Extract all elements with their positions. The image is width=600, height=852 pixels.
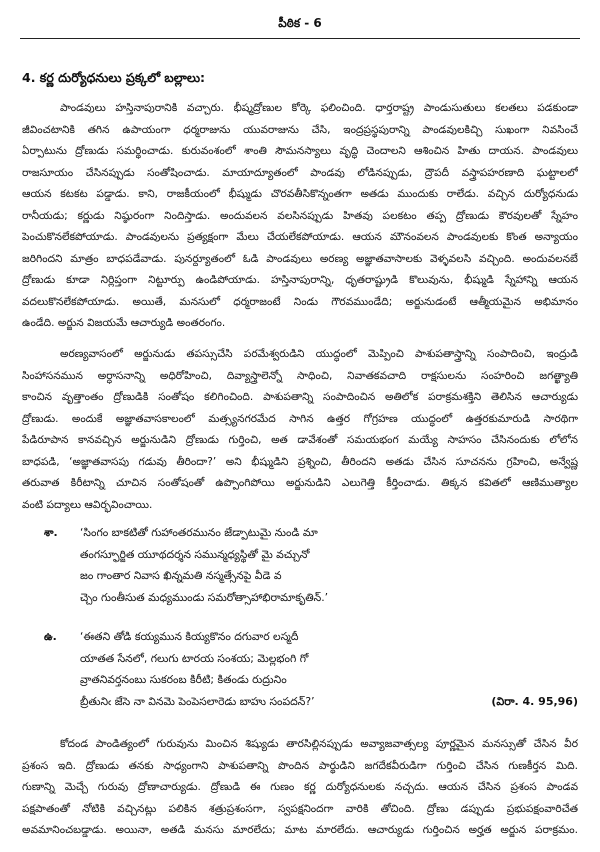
paragraph-3	[22, 734, 578, 842]
verse-line: బ్రీతునిఁ జేసె నా వినమె పెంపెసలారెడు బాహు సంపదన్?’	[80, 694, 315, 708]
paragraph-line: జరిగిందని మాత్రం బాధపడేవాడు. పునర్ద్యూతంలో ఓడి పాండవులు అరణ్య అజ్ఞాతవాసాలకు వెళ్ళవలసి వచ్చింది. అందువలనబే	[22, 252, 578, 265]
paragraph-line: వంటి పద్యాలు ఆవిర్భవించాయి.	[22, 498, 153, 511]
paragraph-1	[22, 98, 578, 335]
verse-line: ‘ఈతని తోడి కయ్యమున కియ్యకొనం దగువార లస్మదీ	[80, 630, 299, 643]
paragraph-line: రాజసూయం చేసినప్పుడు సంతోషించాడు. మాయాద్యూతంలో పాండవు లోడినప్పుడు, ద్రౌపదీ వస్త్రాపహరణాది ఘట్టాలలో	[22, 166, 578, 179]
paragraph-line: ఏర్పాటును ద్రోణుడు సమర్థించాడు. కురువంశంలో శాంతి సౌమనస్యాలు వృద్ధి చెందాలని ఆశించిన హితు దాయన. పాండవులు	[22, 145, 578, 157]
verse-line: జం గాంతార నివాస ఖిన్నమతి నస్మత్సేనపై వీడె వ	[80, 569, 282, 582]
verse-utpala	[22, 626, 578, 712]
paragraph-line: ప్రశంస ఇది. ద్రోణుడు తనకు సాధ్యంగాని పాశుపతాన్ని పొందిన పార్థుడిని జగదేకవీరుడిగా గుర్తించి చేసిన గుణకీర్తన మిది.	[22, 759, 578, 772]
paragraph-line: వదలుకొనలేకపోయాడు. అయితే, మనసులో ధర్మరాజంటే నిండు గౌరవముండేది; అర్జునుడంటే ఆత్మీయమైన అభిమానం	[22, 295, 578, 308]
paragraph-line: పేడిరూపాన కానవచ్చిన అర్జునుడిని ద్రోణుడు గుర్తించి, అత డావేశంతో సమయభంగ మయ్యే సాహసం చేసినందుకు లోలోన	[22, 434, 578, 446]
paragraph-line: తరువాత కిరీటాన్ని చూచిన సంతోషంతో ఉప్పొంగిపోయి అర్జునుడిని ఎలుగెత్తి కీర్తించాడు. తిక్కన కవితలో ఆణిముత్యాల	[22, 477, 578, 489]
verse-line: చ్చెం గుంతీసుత మధ్యముండు సమరోత్సాహాభిరామాకృతిన్.’	[80, 590, 329, 604]
paragraph-line: జీవించటానికి తగిన ఉపాయంగా ధర్మరాజును యువరాజును చేసి, ఇంద్రప్రస్థపురాన్ని పాండవులకిచ్చి సుఖంగా నివసించే	[22, 123, 578, 136]
paragraph-line: సింహాసనమున అర్ధాసనాన్ని అధిరోహించి, దివ్యాస్త్రాలెన్నో సాధించి, నివాతకవచాది రాక్షసులను సంహరించి జగత్ఖ్యాతి	[22, 369, 578, 382]
verse-meter-label: ఉ.	[44, 630, 57, 643]
paragraph-line: రానీయడు; కర్ణుడు నిష్ఠురంగా నిందిస్తాడు. అందువలన వలసినప్పుడు హితవు పలకటం తప్ప ద్రోణుడు కౌరవులతో స్నేహం	[22, 209, 578, 222]
paragraph-line: ఉండేది. అర్జున విజయమే ఆచార్యుడి అంతరంగం.	[22, 317, 226, 329]
paragraph-line: కాంచిన వృత్తాంతం ద్రోణుడికి సంతోషం కలిగించింది. పాశుపతాన్ని సంపాదించిన అతిలోక పరాక్రమశక్తిని తెలిసిన ఆచార్యుడు	[22, 391, 578, 403]
paragraph-line: పక్షపాతంతో నోటికి వచ్చినట్లు పలికిన శత్రుప్రశంసగా, స్వపక్షనిందగా వారికి తోచింది. ద్రోణు డప్పుడు ప్రభుపక్షంవారిచేత	[22, 802, 578, 815]
paragraph-line: ఆయన కటకట పడ్డాడు. కాని, రాజకీయంలో భీష్ముడు చొరవతీసికొన్నంతగా అతడు ముందుకు రాలేడు. వచ్చిన దుర్యోధనుడు	[22, 188, 578, 200]
verse-line: తంగస్ఫూర్జిత యూథదర్శన సమున్మధ్యస్థితో మై వచ్చునో	[80, 547, 310, 561]
verse-line: వ్రాతనివర్తనంబు సుకరంబ కిరీటి; కితండు రుద్రునిం	[80, 673, 287, 686]
verse-line: యాతత సేనలో, గలుగు టారయ సంశయ; మెల్లభంగి గో	[80, 651, 309, 665]
verse-line: ‘సింగం బాకటితో గుహాంతరమునం జేడ్పాటుమై నుండి మా	[80, 526, 318, 539]
paragraph-line: పెంచుకొనలేకపోయాడు. పాండవులను ప్రత్యక్షంగా మేలు చేయలేకపోయాడు. ఆయన మౌనంవలన పాండవులకు కొంత అన్యాయం	[22, 231, 578, 243]
paragraph-line: కోదండ పాండిత్యంలో గురువును మించిన శిష్యుడు తారసిల్లినప్పుడు అవ్యాజవాత్సల్య పూర్ణమైన మనస్సుతో చేసిన వీర	[60, 738, 578, 750]
paragraph-line: అవమానించబడ్డాడు. అయినా, అతడి మనసు మారలేదు; మాట మారలేదు. ఆచార్యుడు గుర్తించిన అర్హత అర్జున పరాక్రమం.	[22, 824, 578, 836]
paragraph-line: బాధపడి, ‘అజ్ఞాతవాసపు గడువు తీరిందా?’ అని భీష్ముడిని ప్రశ్నించి, తీరిందని అతడు చేసిన సూచనను గ్రహించి, అన్వేష్ణ	[22, 455, 578, 468]
header-divider	[20, 38, 580, 39]
paragraph-line: ద్రోణుడు. అందుకే అజ్ఞాతవాసకాలంలో మత్స్యనగరమేద సాగిన ఉత్తర గోగ్రహణ యుద్ధంలో ఉత్తరకుమారుడి సారథిగా	[22, 412, 578, 425]
verse-shardula	[22, 522, 578, 608]
paragraph-line: అరణ్యవాసంలో అర్జునుడు తపస్సుచేసి పరమేశ్వరుడిని యుద్ధంలో మెప్పించి పాశుపతాస్త్రాన్ని సంపాదించి, ఇంద్రుడి	[60, 348, 578, 360]
verse-reference: (విరా. 4. 95,96)	[491, 694, 578, 708]
section-title: 4. కర్ణ దుర్యోధనులు ప్రక్కలో బల్లాలు:	[22, 70, 206, 85]
paragraph-2	[22, 344, 578, 516]
paragraph-line: ద్రోణుడు కూడా నిర్లిప్తంగా నిట్టూర్పు ఉండిపోయాడు. హస్తినాపురాన్ని, ధృతరాష్ట్రుడి కొలువును, భీష్ముడి స్నేహాన్ని ఆయన	[22, 274, 578, 286]
paragraph-line: గుణాన్ని మెచ్చే గురువు ద్రోణాచార్యుడు. ద్రోణుడి ఈ గుణం కర్ణ దుర్యోధనులకు నచ్చదు. ఆయన చేసిన ప్రశంస పాండవ	[22, 781, 578, 793]
paragraph-line: పాండవులు హస్తినాపురానికి వచ్చారు. భీష్మద్రోణుల కోర్కె ఫలించింది. ధార్తరాష్ట్ర పాండుసుతులు కలతలు పడకుండా	[60, 102, 578, 114]
page-header: పీఠిక - 6	[278, 16, 322, 30]
verse-meter-label: శా.	[44, 526, 58, 539]
